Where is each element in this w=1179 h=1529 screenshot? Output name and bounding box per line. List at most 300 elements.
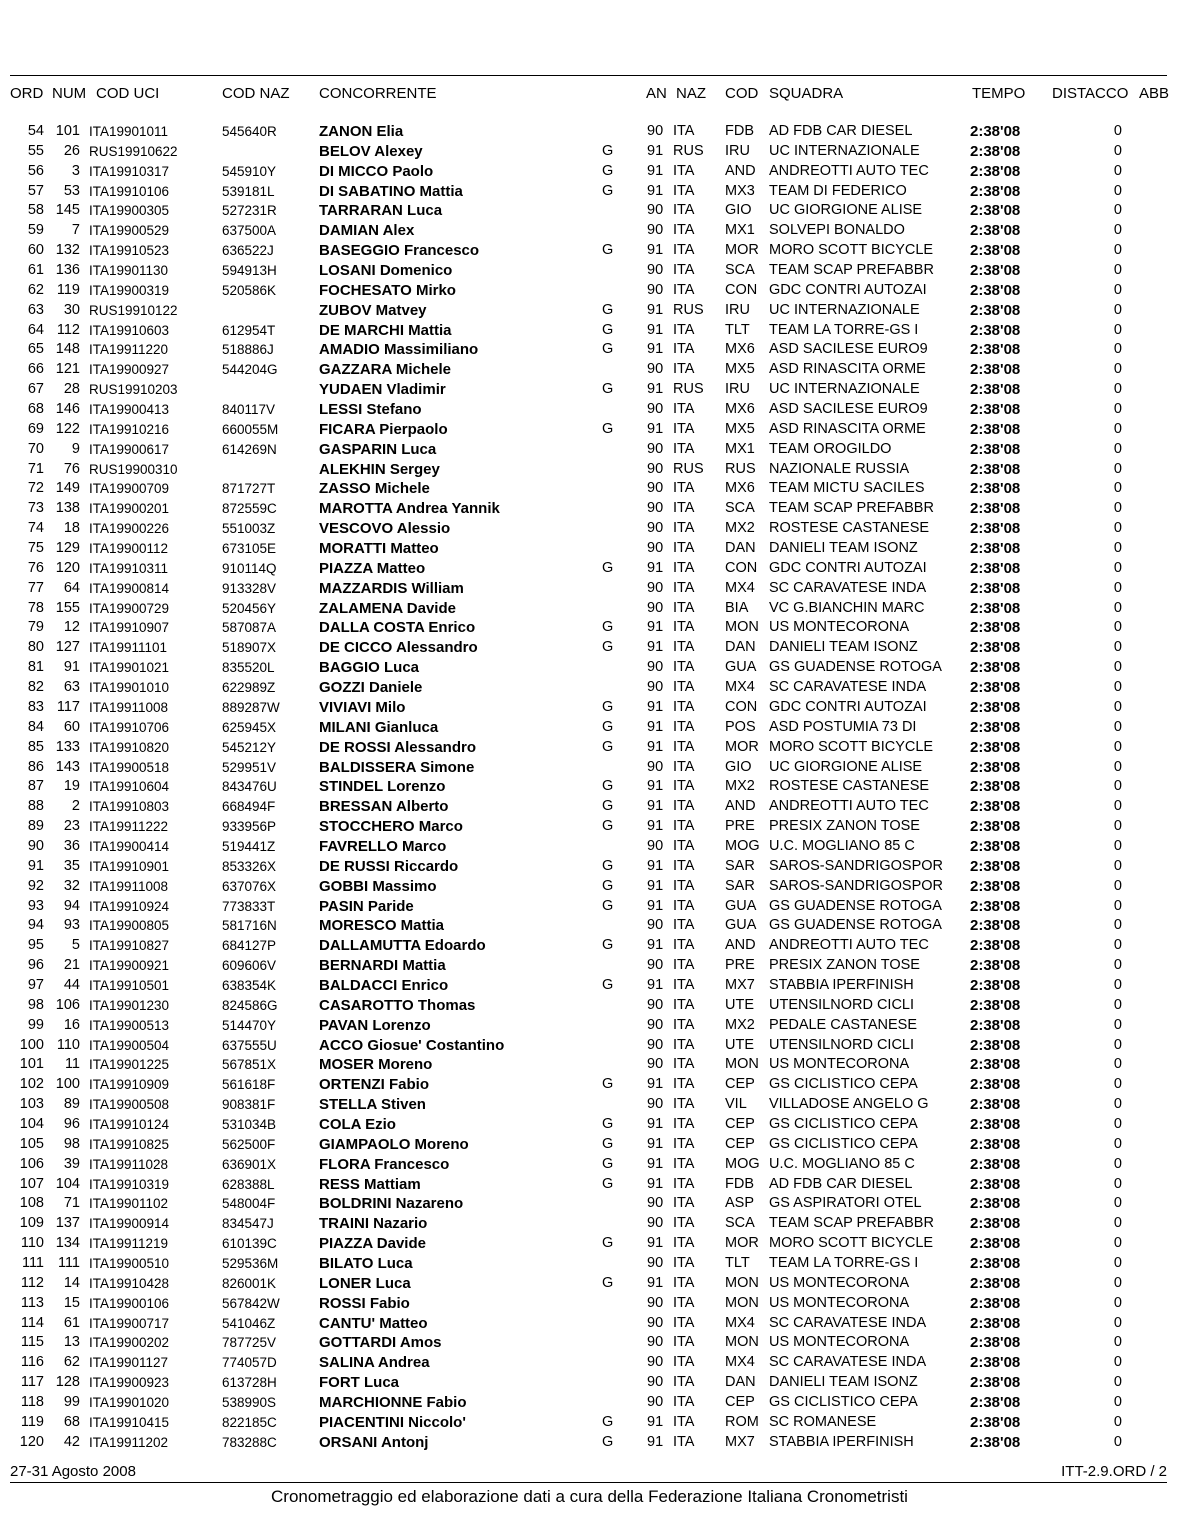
- cell-cod-squadra: IRU: [725, 142, 750, 159]
- cell-num: 63: [63, 679, 80, 696]
- cell-concorrente: SALINA Andrea: [319, 1354, 430, 1372]
- cell-cod-squadra: AND: [725, 798, 756, 815]
- cell-tempo: 2:38'08: [970, 718, 1021, 736]
- cell-cod-uci: RUS19910622: [89, 143, 178, 159]
- cell-category: G: [602, 301, 614, 318]
- cell-cod-naz: 684127P: [222, 938, 277, 954]
- cell-concorrente: BOLDRINI Nazareno: [319, 1195, 464, 1213]
- cell-ord: 90: [27, 837, 44, 854]
- cell-num: 121: [55, 361, 80, 378]
- cell-cod-squadra: BIA: [725, 599, 749, 616]
- cell-tempo: 2:38'08: [970, 162, 1021, 180]
- cell-nazione: ITA: [673, 758, 695, 775]
- cell-tempo: 2:38'08: [970, 1016, 1021, 1034]
- cell-squadra: U.C. MOGLIANO 85 C: [769, 1155, 915, 1172]
- cell-anno: 90: [647, 460, 664, 477]
- cell-nazione: ITA: [673, 897, 695, 914]
- cell-anno: 91: [647, 1433, 664, 1450]
- cell-tempo: 2:38'08: [970, 1036, 1021, 1054]
- cell-num: 106: [55, 996, 80, 1013]
- table-row: [0, 777, 1179, 797]
- cell-category: G: [602, 1413, 614, 1430]
- cell-cod-naz: 872559C: [222, 501, 277, 517]
- cell-distacco: 0: [1113, 639, 1122, 656]
- cell-cod-naz: 787725V: [222, 1335, 277, 1351]
- cell-tempo: 2:38'08: [970, 1274, 1021, 1292]
- cell-concorrente: STELLA Stiven: [319, 1096, 426, 1114]
- cell-cod-squadra: IRU: [725, 381, 750, 398]
- cell-num: 14: [63, 1274, 80, 1291]
- table-row: [0, 281, 1179, 301]
- cell-tempo: 2:38'08: [970, 1235, 1021, 1253]
- cell-tempo: 2:38'08: [970, 996, 1021, 1014]
- cell-concorrente: RESS Mattiam: [319, 1175, 421, 1193]
- cell-anno: 90: [647, 1354, 664, 1371]
- cell-concorrente: PIAZZA Matteo: [319, 559, 426, 577]
- cell-cod-naz: 636901X: [222, 1156, 277, 1172]
- cell-nazione: ITA: [673, 341, 695, 358]
- cell-tempo: 2:38'08: [970, 917, 1021, 935]
- cell-tempo: 2:38'08: [970, 1374, 1021, 1392]
- cell-ord: 85: [27, 738, 44, 755]
- cell-cod-squadra: VIL: [725, 1096, 747, 1113]
- cell-tempo: 2:38'08: [970, 639, 1021, 657]
- cell-squadra: ASD RINASCITA ORME: [769, 420, 926, 437]
- cell-squadra: TEAM OROGILDO: [769, 440, 892, 457]
- cell-anno: 91: [647, 381, 664, 398]
- cell-distacco: 0: [1113, 1135, 1122, 1152]
- cell-squadra: GS CICLISTICO CEPA: [769, 1394, 918, 1410]
- cell-category: G: [602, 381, 614, 398]
- cell-cod-squadra: GUA: [725, 917, 757, 934]
- cell-cod-naz: 913328V: [222, 580, 277, 596]
- table-row: [0, 420, 1179, 440]
- table-row: [0, 1135, 1179, 1155]
- cell-ord: 109: [19, 1215, 44, 1232]
- cell-category: G: [602, 1175, 614, 1192]
- cell-cod-naz: 520456Y: [222, 600, 277, 616]
- cell-ord: 88: [27, 798, 44, 815]
- cell-anno: 90: [647, 222, 664, 239]
- cell-num: 98: [63, 1135, 80, 1152]
- cell-ord: 113: [20, 1294, 44, 1311]
- cell-cod-naz: 541046Z: [222, 1315, 276, 1331]
- cell-distacco: 0: [1113, 162, 1122, 179]
- cell-cod-uci: ITA19910311: [89, 560, 169, 576]
- cell-num: 62: [63, 1354, 80, 1371]
- cell-cod-squadra: MX2: [725, 778, 755, 795]
- table-row: [0, 1115, 1179, 1135]
- cell-tempo: 2:38'08: [970, 480, 1021, 498]
- cell-tempo: 2:38'08: [970, 1195, 1021, 1213]
- cell-anno: 90: [647, 599, 664, 616]
- cell-squadra: TEAM LA TORRE-GS I: [769, 1254, 919, 1271]
- cell-ord: 99: [27, 1016, 44, 1033]
- cell-concorrente: STOCCHERO Marco: [319, 818, 463, 836]
- cell-nazione: ITA: [673, 659, 695, 676]
- cell-concorrente: ZALAMENA Davide: [319, 599, 456, 617]
- cell-concorrente: BASEGGIO Francesco: [319, 242, 480, 260]
- cell-cod-squadra: MX4: [725, 679, 755, 696]
- cell-cod-squadra: SCA: [725, 262, 755, 279]
- cell-concorrente: ZASSO Michele: [319, 480, 430, 498]
- cell-cod-uci: ITA19910428: [89, 1275, 170, 1291]
- cell-distacco: 0: [1113, 480, 1122, 497]
- cell-cod-squadra: CON: [725, 698, 758, 715]
- cell-concorrente: MILANI Gianluca: [319, 718, 439, 736]
- cell-concorrente: DAMIAN Alex: [319, 222, 415, 240]
- cell-ord: 72: [27, 480, 44, 497]
- cell-ord: 107: [19, 1175, 44, 1192]
- cell-squadra: US MONTECORONA: [769, 1056, 910, 1073]
- cell-cod-uci: ITA19900319: [89, 282, 170, 298]
- cell-cod-squadra: FDB: [725, 123, 754, 139]
- cell-concorrente: PIAZZA Davide: [319, 1235, 426, 1253]
- table-row: [0, 718, 1179, 738]
- cell-tempo: 2:38'08: [970, 401, 1021, 419]
- cell-cod-squadra: SAR: [725, 877, 755, 894]
- cell-num: 60: [63, 718, 80, 735]
- cell-ord: 65: [27, 341, 44, 358]
- cell-tempo: 2:38'08: [970, 579, 1021, 597]
- cell-cod-squadra: SCA: [725, 1215, 755, 1232]
- cell-distacco: 0: [1113, 917, 1122, 934]
- cell-category: G: [602, 242, 614, 259]
- table-row: [0, 1333, 1179, 1353]
- cell-ord: 80: [27, 639, 44, 656]
- table-row: [0, 221, 1179, 241]
- cell-concorrente: VIVIAVI Milo: [319, 698, 406, 716]
- cell-category: G: [602, 619, 614, 636]
- cell-tempo: 2:38'08: [970, 976, 1021, 994]
- cell-anno: 90: [647, 401, 664, 418]
- cell-concorrente: ZUBOV Matvey: [319, 301, 427, 319]
- table-row: [0, 460, 1179, 480]
- cell-num: 100: [55, 1076, 80, 1093]
- cell-distacco: 0: [1113, 976, 1122, 993]
- cell-cod-uci: ITA19900729: [89, 600, 170, 616]
- table-row: [0, 499, 1179, 519]
- cell-num: 119: [56, 281, 80, 298]
- cell-cod-squadra: MX7: [725, 976, 755, 993]
- cell-squadra: ANDREOTTI AUTO TEC: [769, 937, 929, 954]
- cell-distacco: 0: [1113, 321, 1122, 338]
- cell-cod-uci: ITA19911222: [89, 819, 169, 835]
- cell-cod-uci: ITA19901010: [89, 680, 170, 696]
- cell-anno: 90: [647, 957, 664, 974]
- cell-num: 112: [56, 321, 80, 338]
- cell-num: 149: [55, 480, 80, 497]
- cell-squadra: MORO SCOTT BICYCLE: [769, 242, 934, 259]
- cell-concorrente: STINDEL Lorenzo: [319, 778, 446, 796]
- cell-nazione: ITA: [673, 1235, 695, 1252]
- cell-anno: 91: [647, 818, 664, 835]
- cell-concorrente: ORSANI Antonj: [319, 1433, 429, 1451]
- cell-nazione: ITA: [673, 1215, 695, 1232]
- cell-cod-squadra: RUS: [725, 460, 756, 477]
- cell-cod-uci: ITA19900106: [89, 1295, 170, 1311]
- cell-distacco: 0: [1113, 1195, 1122, 1212]
- table-row: [0, 877, 1179, 897]
- cell-distacco: 0: [1113, 937, 1122, 954]
- cell-squadra: PEDALE CASTANESE: [769, 1016, 918, 1033]
- cell-distacco: 0: [1113, 1115, 1122, 1132]
- cell-num: 13: [63, 1334, 80, 1351]
- cell-num: 19: [63, 778, 80, 795]
- cell-num: 138: [55, 500, 80, 517]
- header-distacco: DISTACCO: [1052, 85, 1129, 102]
- cell-anno: 91: [647, 321, 664, 338]
- cell-tempo: 2:38'08: [970, 1294, 1021, 1312]
- cell-squadra: US MONTECORONA: [769, 619, 910, 636]
- cell-ord: 119: [20, 1413, 44, 1430]
- cell-tempo: 2:38'08: [970, 1413, 1021, 1431]
- cell-tempo: 2:38'08: [970, 837, 1021, 855]
- cell-distacco: 0: [1113, 1334, 1122, 1351]
- cell-cod-naz: 910114Q: [222, 560, 277, 576]
- table-row: [0, 1373, 1179, 1393]
- table-row: [0, 1254, 1179, 1274]
- cell-squadra: GS CICLISTICO CEPA: [769, 1076, 918, 1093]
- cell-anno: 91: [647, 1155, 664, 1172]
- cell-tempo: 2:38'08: [970, 381, 1021, 399]
- cell-cod-uci: ITA19900513: [89, 1017, 170, 1033]
- cell-squadra: TEAM MICTU SACILES: [769, 480, 925, 497]
- cell-ord: 116: [20, 1354, 44, 1371]
- table-row: [0, 1016, 1179, 1036]
- cell-nazione: ITA: [673, 182, 695, 199]
- cell-anno: 91: [647, 1175, 664, 1192]
- table-row: [0, 1314, 1179, 1334]
- cell-cod-uci: ITA19910415: [89, 1414, 170, 1430]
- cell-squadra: TEAM SCAP PREFABBR: [769, 262, 934, 279]
- cell-squadra: UTENSILNORD CICLI: [769, 1036, 915, 1053]
- cell-cod-uci: ITA19900709: [89, 481, 170, 497]
- cell-num: 30: [63, 301, 80, 318]
- cell-tempo: 2:38'08: [970, 1314, 1021, 1332]
- cell-distacco: 0: [1113, 262, 1122, 279]
- cell-cod-uci: ITA19911101: [89, 640, 168, 656]
- cell-tempo: 2:38'08: [970, 679, 1021, 697]
- cell-concorrente: MORATTI Matteo: [319, 540, 439, 558]
- cell-squadra: PRESIX ZANON TOSE: [769, 957, 920, 974]
- cell-anno: 91: [647, 162, 664, 179]
- table-row: [0, 1234, 1179, 1254]
- cell-cod-squadra: MX4: [725, 1354, 755, 1371]
- header-naz: NAZ: [676, 85, 706, 102]
- table-row: [0, 579, 1179, 599]
- table-row: [0, 936, 1179, 956]
- cell-concorrente: VESCOVO Alessio: [319, 520, 451, 538]
- cell-category: G: [602, 559, 614, 576]
- cell-cod-naz: 531034B: [222, 1116, 277, 1132]
- cell-cod-naz: 660055M: [222, 421, 279, 437]
- cell-ord: 91: [27, 857, 44, 874]
- cell-anno: 90: [647, 1254, 664, 1271]
- cell-category: G: [602, 639, 614, 656]
- cell-distacco: 0: [1113, 996, 1122, 1013]
- cell-anno: 90: [647, 202, 664, 219]
- cell-concorrente: CASAROTTO Thomas: [319, 996, 476, 1014]
- cell-cod-uci: ITA19900529: [89, 223, 170, 239]
- cell-category: G: [602, 738, 614, 755]
- cell-distacco: 0: [1113, 738, 1122, 755]
- cell-ord: 103: [19, 1096, 44, 1113]
- cell-nazione: RUS: [673, 460, 704, 477]
- table-row: [0, 1055, 1179, 1075]
- cell-tempo: 2:38'08: [970, 1155, 1021, 1173]
- cell-ord: 96: [27, 957, 44, 974]
- cell-anno: 91: [647, 142, 664, 159]
- cell-squadra: ASD SACILESE EURO9: [769, 401, 928, 418]
- cell-num: 155: [55, 599, 80, 616]
- cell-ord: 78: [27, 599, 44, 616]
- cell-distacco: 0: [1113, 1254, 1122, 1271]
- table-row: [0, 1294, 1179, 1314]
- cell-cod-squadra: MOR: [725, 738, 759, 755]
- cell-cod-naz: 518886J: [222, 342, 274, 358]
- cell-cod-uci: ITA19910901: [89, 858, 170, 874]
- cell-cod-squadra: CON: [725, 559, 758, 576]
- cell-ord: 77: [27, 579, 44, 596]
- cell-tempo: 2:38'08: [970, 778, 1021, 796]
- cell-nazione: ITA: [673, 1056, 695, 1073]
- cell-cod-uci: ITA19900921: [89, 958, 170, 974]
- cell-cod-uci: ITA19901011: [89, 124, 169, 139]
- cell-category: G: [602, 321, 614, 338]
- cell-anno: 90: [647, 540, 664, 557]
- cell-anno: 91: [647, 857, 664, 874]
- cell-tempo: 2:38'08: [970, 262, 1021, 280]
- cell-cod-naz: 871727T: [222, 481, 276, 497]
- cell-nazione: ITA: [673, 480, 695, 497]
- cell-concorrente: DALLAMUTTA Edoardo: [319, 937, 486, 955]
- cell-num: 101: [55, 123, 80, 139]
- table-row: [0, 817, 1179, 837]
- table-row: [0, 559, 1179, 579]
- cell-anno: 91: [647, 1413, 664, 1430]
- cell-ord: 66: [27, 361, 44, 378]
- cell-cod-naz: 551003Z: [222, 521, 276, 537]
- cell-ord: 95: [27, 937, 44, 954]
- table-row: [0, 1413, 1179, 1433]
- timing-credit: Cronometraggio ed elaborazione dati a cura della Federazione Italiana Cronometristi: [271, 1487, 908, 1506]
- cell-anno: 91: [647, 1115, 664, 1132]
- cell-distacco: 0: [1113, 857, 1122, 874]
- cell-cod-naz: 514470Y: [222, 1017, 277, 1033]
- cell-ord: 101: [19, 1056, 44, 1073]
- cell-distacco: 0: [1113, 202, 1122, 219]
- cell-nazione: ITA: [673, 619, 695, 636]
- cell-anno: 90: [647, 837, 664, 854]
- cell-tempo: 2:38'08: [970, 1076, 1021, 1094]
- cell-squadra: GDC CONTRI AUTOZAI: [769, 559, 927, 576]
- cell-concorrente: ACCO Giosue' Costantino: [319, 1036, 505, 1054]
- header-concorrente: CONCORRENTE: [319, 85, 437, 102]
- cell-ord: 81: [27, 659, 44, 676]
- cell-anno: 90: [647, 361, 664, 378]
- cell-tempo: 2:38'08: [970, 440, 1021, 458]
- cell-distacco: 0: [1113, 460, 1122, 477]
- cell-cod-uci: ITA19910827: [89, 938, 170, 954]
- cell-distacco: 0: [1113, 877, 1122, 894]
- cell-concorrente: MARCHIONNE Fabio: [319, 1394, 467, 1411]
- cell-ord: 60: [27, 242, 44, 259]
- cell-distacco: 0: [1113, 1294, 1122, 1311]
- cell-tempo: 2:38'08: [970, 1334, 1021, 1352]
- cell-cod-uci: ITA19900814: [89, 580, 170, 596]
- cell-ord: 87: [27, 778, 44, 795]
- cell-nazione: ITA: [673, 1354, 695, 1371]
- cell-cod-naz: 774057D: [222, 1355, 277, 1371]
- cell-num: 143: [55, 758, 80, 775]
- cell-cod-naz: 668494F: [222, 799, 276, 815]
- cell-anno: 91: [647, 301, 664, 318]
- table-row: [0, 321, 1179, 341]
- cell-concorrente: TRAINI Nazario: [319, 1215, 428, 1233]
- top-rule: [10, 75, 1167, 76]
- cell-cod-squadra: MX7: [725, 1433, 755, 1450]
- cell-squadra: GDC CONTRI AUTOZAI: [769, 281, 927, 298]
- cell-distacco: 0: [1113, 123, 1122, 139]
- cell-cod-uci: ITA19900305: [89, 203, 170, 219]
- cell-tempo: 2:38'08: [970, 877, 1021, 895]
- table-row: [0, 698, 1179, 718]
- cell-distacco: 0: [1113, 440, 1122, 457]
- cell-cod-squadra: DAN: [725, 1374, 756, 1391]
- cell-nazione: ITA: [673, 837, 695, 854]
- cell-distacco: 0: [1113, 1215, 1122, 1232]
- cell-anno: 90: [647, 1096, 664, 1113]
- table-row: [0, 996, 1179, 1016]
- cell-cod-squadra: MOR: [725, 242, 759, 259]
- cell-concorrente: DE ROSSI Alessandro: [319, 738, 476, 756]
- cell-cod-naz: 853326X: [222, 858, 277, 874]
- cell-distacco: 0: [1113, 182, 1122, 199]
- cell-ord: 56: [27, 162, 44, 179]
- cell-cod-squadra: CON: [725, 281, 758, 298]
- cell-concorrente: ROSSI Fabio: [319, 1294, 410, 1312]
- cell-squadra: MORO SCOTT BICYCLE: [769, 738, 934, 755]
- cell-squadra: VILLADOSE ANGELO G: [769, 1096, 929, 1113]
- cell-anno: 91: [647, 698, 664, 715]
- cell-nazione: ITA: [673, 361, 695, 378]
- cell-anno: 91: [647, 877, 664, 894]
- cell-ord: 54: [27, 123, 44, 139]
- cell-anno: 90: [647, 1374, 664, 1391]
- cell-cod-uci: ITA19911028: [89, 1156, 169, 1172]
- cell-num: 15: [63, 1294, 80, 1311]
- cell-cod-uci: ITA19910803: [89, 799, 170, 815]
- cell-nazione: ITA: [673, 798, 695, 815]
- cell-cod-naz: 613728H: [222, 1375, 277, 1391]
- cell-squadra: PRESIX ZANON TOSE: [769, 818, 920, 835]
- cell-nazione: ITA: [673, 877, 695, 894]
- cell-distacco: 0: [1113, 1056, 1122, 1073]
- table-row: [0, 539, 1179, 559]
- cell-cod-naz: 520586K: [222, 282, 277, 298]
- cell-num: 94: [63, 897, 80, 914]
- cell-cod-uci: ITA19900914: [89, 1216, 170, 1232]
- cell-nazione: ITA: [673, 698, 695, 715]
- cell-cod-uci: ITA19910909: [89, 1077, 170, 1093]
- cell-cod-uci: ITA19911008: [89, 699, 169, 715]
- cell-cod-squadra: ROM: [725, 1413, 759, 1430]
- cell-distacco: 0: [1113, 659, 1122, 676]
- cell-nazione: ITA: [673, 599, 695, 616]
- cell-nazione: ITA: [673, 579, 695, 596]
- cell-squadra: UC INTERNAZIONALE: [769, 381, 920, 398]
